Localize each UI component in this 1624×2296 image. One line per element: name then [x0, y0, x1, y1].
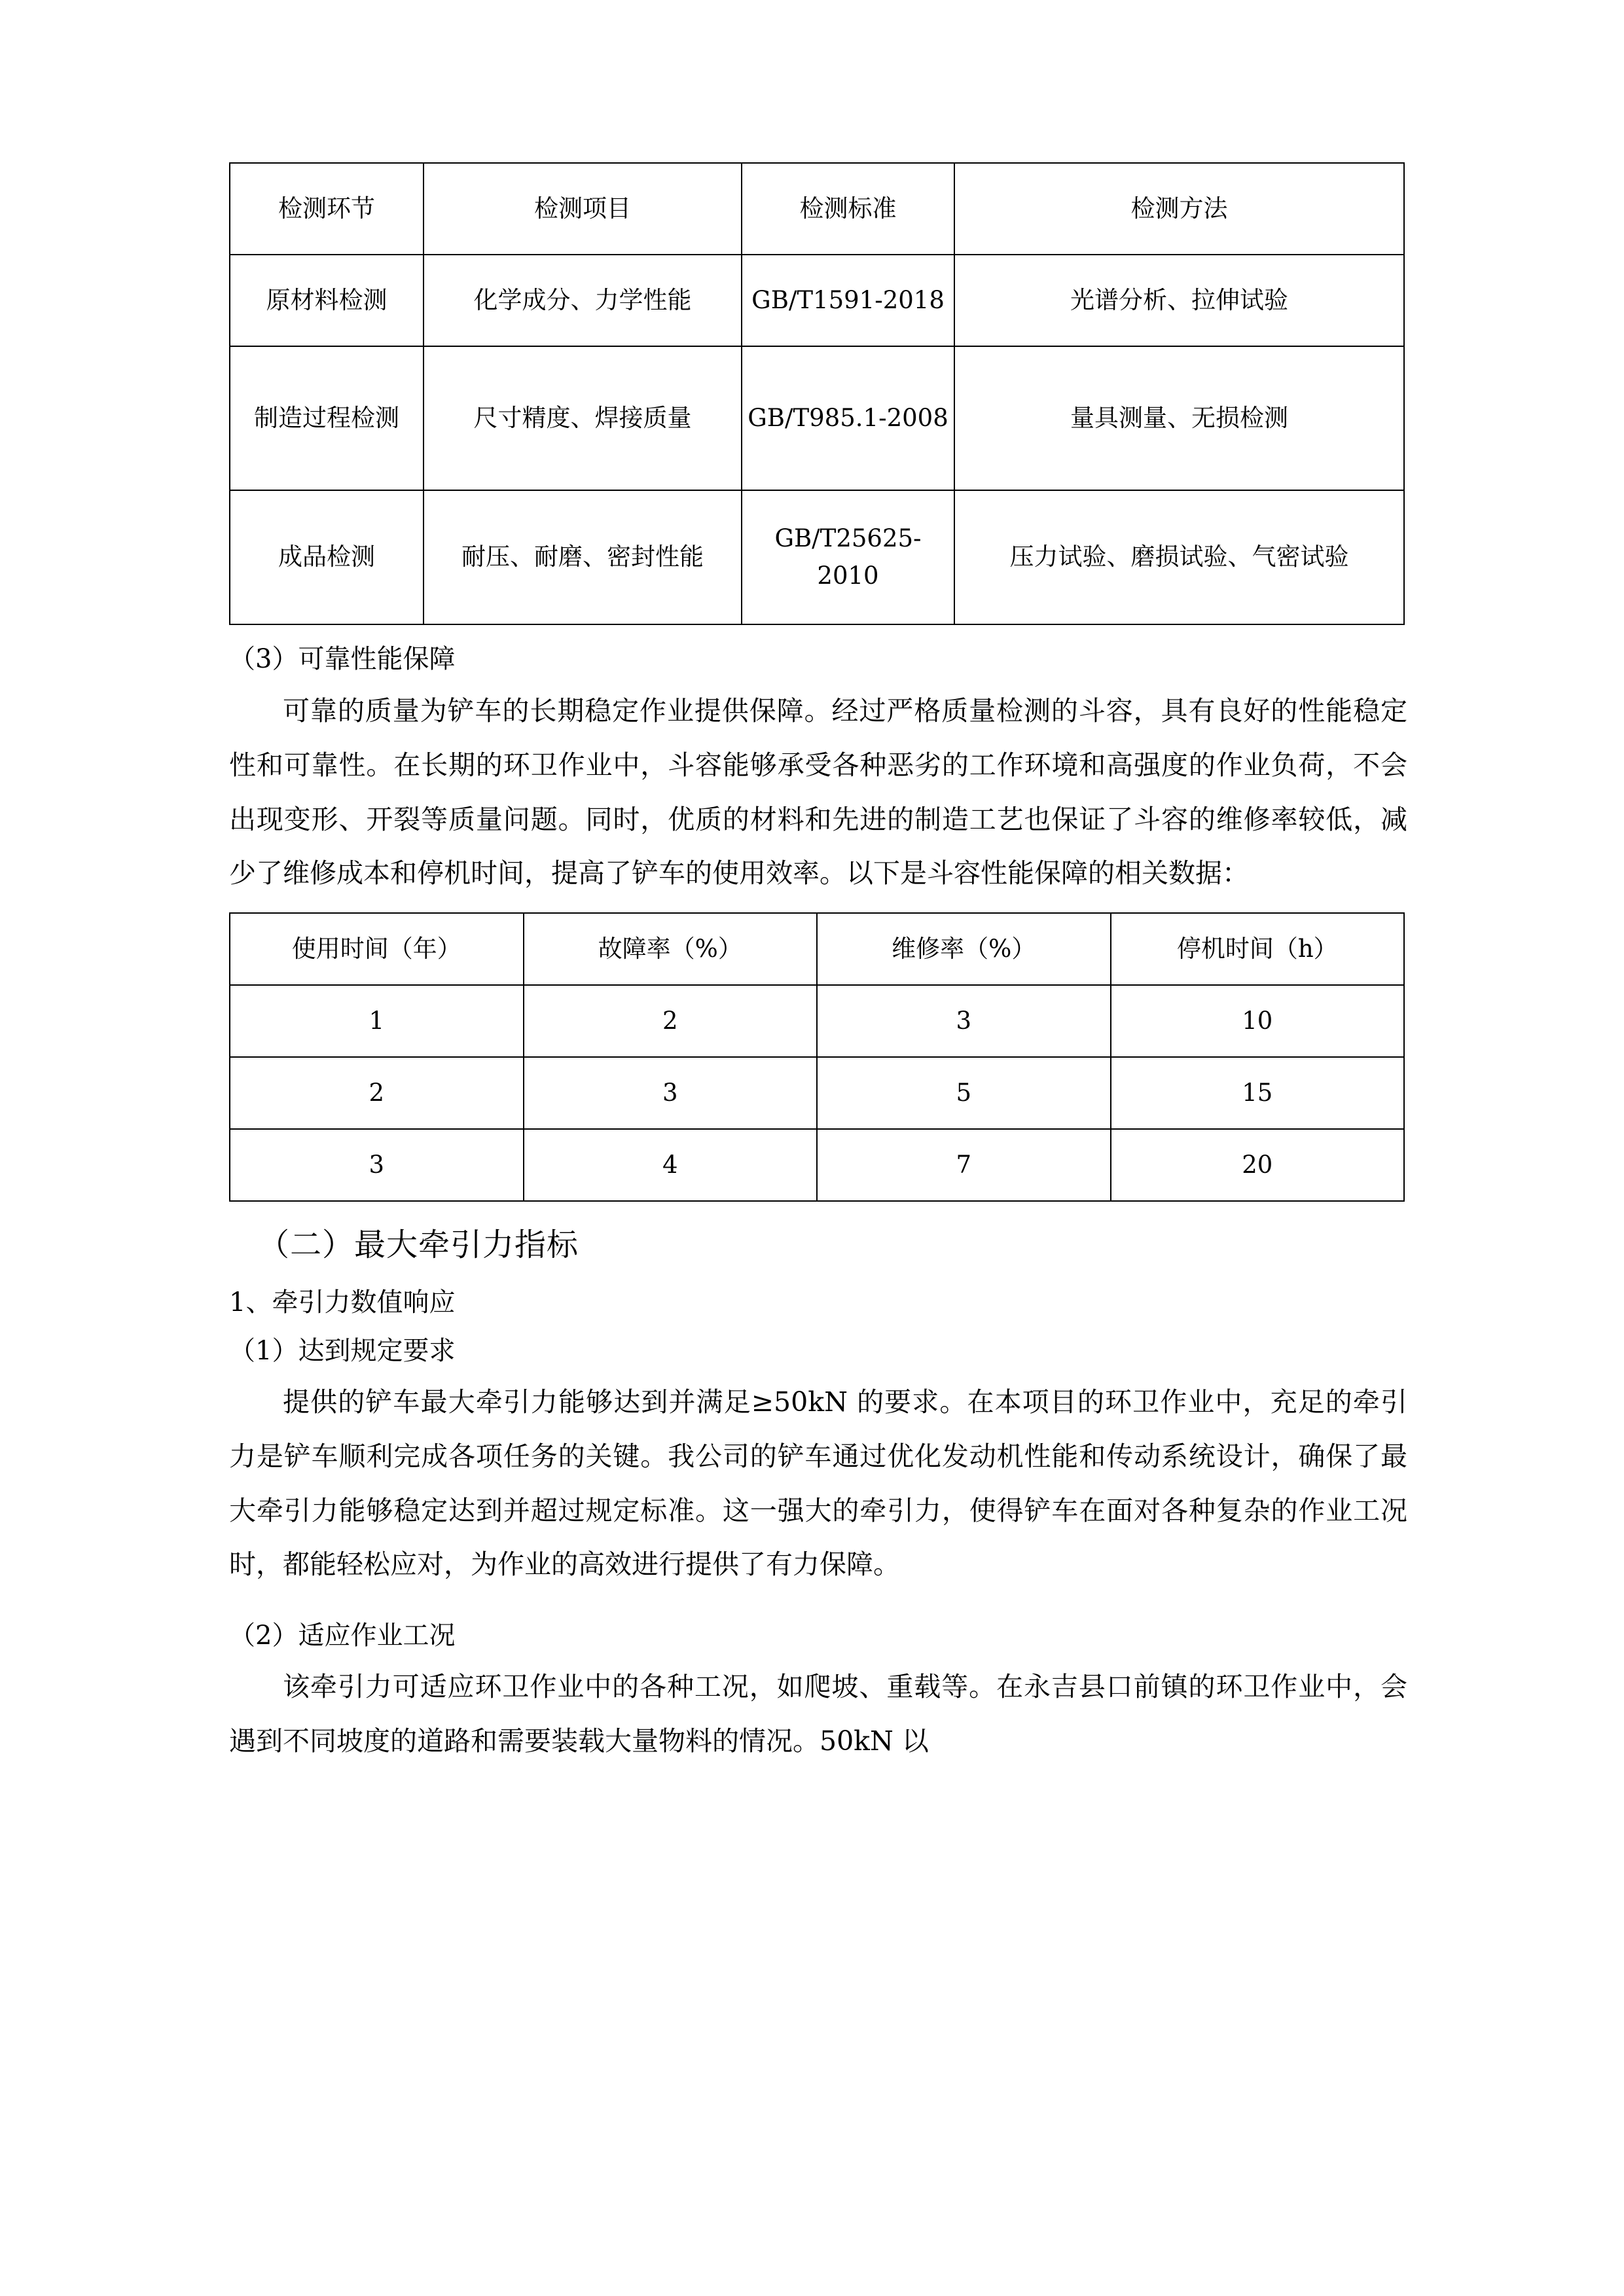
item-paragraph-requirement: 提供的铲车最大牵引力能够达到并满足≥50kN 的要求。在本项目的环卫作业中，充足的牵引力是铲车顺利完成各项任务的关键。我公司的铲车通过优化发动机性能和传动系统设计，确保了最大牵引力能够稳定达到并超过规定标准。这一强大的牵引力，使得铲车在面对各种复杂的作业工况时，都能轻松应对，为作业的高效进行提供了有力保障。	[229, 1386, 1407, 1581]
item-heading-requirement: （1）达到规定要求	[229, 1336, 456, 1367]
table-row	[230, 1057, 1404, 1129]
reliability-heading: （3）可靠性能保障	[229, 644, 456, 674]
section-heading-traction: （二）最大牵引力指标	[258, 1227, 579, 1264]
table-row	[230, 346, 1404, 490]
table-row	[230, 1129, 1404, 1201]
cell-item: 耐压、耐磨、密封性能	[424, 490, 742, 624]
cell-failure-rate: 2	[524, 985, 818, 1057]
cell-standard: GB/T25625-2010	[742, 490, 954, 624]
column-header-item: 检测项目	[424, 163, 742, 255]
column-header-standard: 检测标准	[742, 163, 954, 255]
cell-repair-rate: 5	[817, 1057, 1111, 1129]
cell-usage-years: 3	[230, 1129, 524, 1201]
reliability-paragraph: 可靠的质量为铲车的长期稳定作业提供保障。经过严格质量检测的斗容，具有良好的性能稳定性和可靠性。在长期的环卫作业中，斗容能够承受各种恶劣的工作环境和高强度的作业负荷，不会出现变形、开裂等质量问题。同时，优质的材料和先进的制造工艺也保证了斗容的维修率较低，减少了维修成本和停机时间，提高了铲车的使用效率。以下是斗容性能保障的相关数据：	[229, 695, 1407, 889]
cell-method: 光谱分析、拉伸试验	[954, 255, 1404, 346]
column-header-downtime: 停机时间（h）	[1111, 913, 1405, 985]
cell-usage-years: 1	[230, 985, 524, 1057]
cell-stage: 成品检测	[230, 490, 424, 624]
column-header-failure-rate: 故障率（%）	[524, 913, 818, 985]
cell-stage: 制造过程检测	[230, 346, 424, 490]
column-header-repair-rate: 维修率（%）	[817, 913, 1111, 985]
cell-item: 尺寸精度、焊接质量	[424, 346, 742, 490]
cell-usage-years: 2	[230, 1057, 524, 1129]
cell-failure-rate: 4	[524, 1129, 818, 1201]
column-header-method: 检测方法	[954, 163, 1404, 255]
cell-downtime: 15	[1111, 1057, 1405, 1129]
cell-standard: GB/T985.1-2008	[742, 346, 954, 490]
spacer	[229, 901, 1407, 912]
item-heading-conditions: （2）适应作业工况	[229, 1621, 456, 1651]
reliability-table	[229, 912, 1405, 1202]
cell-repair-rate: 7	[817, 1129, 1111, 1201]
cell-downtime: 10	[1111, 985, 1405, 1057]
cell-method: 量具测量、无损检测	[954, 346, 1404, 490]
document-body	[229, 162, 1407, 1768]
cell-standard: GB/T1591-2018	[742, 255, 954, 346]
cell-item: 化学成分、力学性能	[424, 255, 742, 346]
table-row	[230, 255, 1404, 346]
table-header-row	[230, 913, 1404, 985]
cell-repair-rate: 3	[817, 985, 1111, 1057]
table-row	[230, 985, 1404, 1057]
inspection-table	[229, 162, 1405, 625]
column-header-usage-years: 使用时间（年）	[230, 913, 524, 985]
spacer	[229, 1592, 1407, 1611]
table-header-row	[230, 163, 1404, 255]
cell-method: 压力试验、磨损试验、气密试验	[954, 490, 1404, 624]
subheading-traction-response: 1、牵引力数值响应	[229, 1287, 456, 1318]
item-paragraph-conditions: 该牵引力可适应环卫作业中的各种工况，如爬坡、重载等。在永吉县口前镇的环卫作业中，会遇到不同坡度的道路和需要装载大量物料的情况。50kN 以	[229, 1671, 1407, 1757]
cell-failure-rate: 3	[524, 1057, 818, 1129]
cell-stage: 原材料检测	[230, 255, 424, 346]
column-header-stage: 检测环节	[230, 163, 424, 255]
cell-downtime: 20	[1111, 1129, 1405, 1201]
table-row	[230, 490, 1404, 624]
